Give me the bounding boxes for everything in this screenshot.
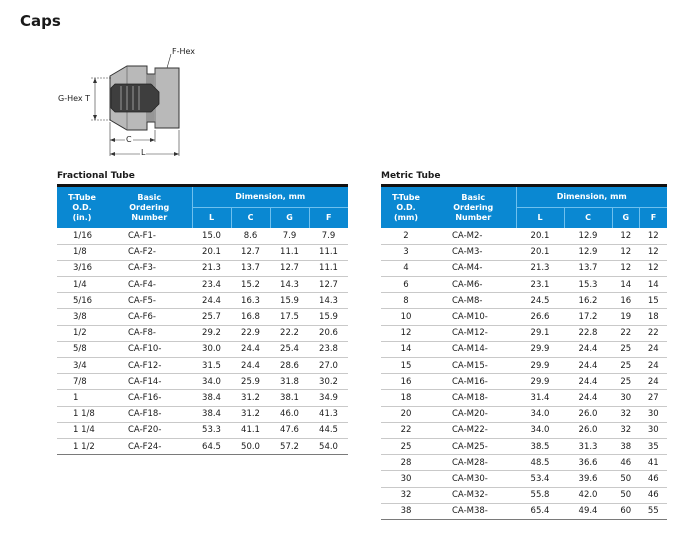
od-cell: 1 1/4 — [57, 422, 107, 438]
od-cell: 15 — [381, 358, 431, 374]
c-cell: 26.0 — [564, 406, 612, 422]
c-cell: 49.4 — [564, 503, 612, 519]
ordering-number-cell: CA-M28- — [431, 455, 516, 471]
table-row — [381, 406, 667, 422]
ordering-number-cell: CA-M2- — [431, 228, 516, 244]
c-cell: 41.1 — [231, 422, 270, 438]
f-cell: 46 — [639, 487, 667, 503]
ordering-number-cell: CA-M18- — [431, 390, 516, 406]
f-cell: 12 — [639, 244, 667, 260]
l-cell: 20.1 — [516, 228, 564, 244]
od-cell: 12 — [381, 325, 431, 341]
c-cell: 25.9 — [231, 374, 270, 390]
table-row — [381, 260, 667, 276]
f-cell: 54.0 — [309, 438, 348, 454]
ordering-number-cell: CA-M38- — [431, 503, 516, 519]
f-cell: 35 — [639, 438, 667, 454]
l-cell: 34.0 — [192, 374, 231, 390]
c-cell: 22.8 — [564, 325, 612, 341]
g-cell: 57.2 — [270, 438, 309, 454]
od-cell: 1/16 — [57, 228, 107, 244]
cap-drawing — [55, 44, 195, 164]
od-header: T-Tube O.D. (mm) — [381, 187, 431, 228]
g-cell: 47.6 — [270, 422, 309, 438]
c-cell: 16.2 — [564, 293, 612, 309]
g-cell: 22.2 — [270, 325, 309, 341]
table-row — [381, 471, 667, 487]
g-cell: 30 — [612, 390, 639, 406]
od-cell: 5/8 — [57, 341, 107, 357]
table-row — [381, 503, 667, 519]
f-cell: 55 — [639, 503, 667, 519]
g-cell: 25 — [612, 358, 639, 374]
l-cell: 21.3 — [192, 260, 231, 276]
g-cell: 25 — [612, 374, 639, 390]
ordering-number-cell: CA-F16- — [107, 390, 192, 406]
f-cell: 15 — [639, 293, 667, 309]
g-cell: 38 — [612, 438, 639, 454]
g-cell: 7.9 — [270, 228, 309, 244]
od-header: T-Tube O.D. (in.) — [57, 187, 107, 228]
l-cell: 29.9 — [516, 374, 564, 390]
c-cell: 24.4 — [564, 374, 612, 390]
f-cell: 15.9 — [309, 309, 348, 325]
table-row — [381, 293, 667, 309]
table-row — [57, 309, 348, 325]
l-cell: 29.1 — [516, 325, 564, 341]
l-cell: 34.0 — [516, 422, 564, 438]
g-cell: 31.8 — [270, 374, 309, 390]
od-cell: 1/2 — [57, 325, 107, 341]
ordering-number-cell: CA-M20- — [431, 406, 516, 422]
f-cell: 34.9 — [309, 390, 348, 406]
col-f-header: F — [639, 207, 667, 228]
c-dimension-label: C — [126, 135, 132, 144]
f-cell: 23.8 — [309, 341, 348, 357]
f-cell: 30 — [639, 422, 667, 438]
col-g-header: G — [270, 207, 309, 228]
f-cell: 24 — [639, 358, 667, 374]
c-cell: 16.3 — [231, 293, 270, 309]
fractional-tube-caption: Fractional Tube — [57, 171, 135, 181]
ordering-number-cell: CA-M25- — [431, 438, 516, 454]
c-cell: 12.7 — [231, 244, 270, 260]
c-cell: 31.2 — [231, 390, 270, 406]
od-cell: 1 1/8 — [57, 406, 107, 422]
ordering-number-cell: CA-F12- — [107, 358, 192, 374]
col-l-header: L — [516, 207, 564, 228]
ordering-number-cell: CA-M16- — [431, 374, 516, 390]
f-cell: 30.2 — [309, 374, 348, 390]
g-cell: 15.9 — [270, 293, 309, 309]
l-cell: 53.3 — [192, 422, 231, 438]
l-cell: 48.5 — [516, 455, 564, 471]
od-cell: 3 — [381, 244, 431, 260]
g-cell: 17.5 — [270, 309, 309, 325]
table-row — [381, 374, 667, 390]
l-cell: 24.5 — [516, 293, 564, 309]
c-cell: 12.9 — [564, 228, 612, 244]
metric-tube-section — [381, 171, 667, 520]
od-cell: 28 — [381, 455, 431, 471]
table-row — [57, 244, 348, 260]
od-cell: 16 — [381, 374, 431, 390]
ordering-number-cell: CA-M12- — [431, 325, 516, 341]
c-cell: 24.4 — [231, 341, 270, 357]
ordering-number-header: Basic Ordering Number — [107, 187, 192, 228]
table-row — [381, 341, 667, 357]
c-cell: 31.2 — [231, 406, 270, 422]
ordering-number-cell: CA-M15- — [431, 358, 516, 374]
g-cell: 16 — [612, 293, 639, 309]
ordering-number-cell: CA-M22- — [431, 422, 516, 438]
l-cell: 55.8 — [516, 487, 564, 503]
ordering-number-cell: CA-F1- — [107, 228, 192, 244]
f-cell: 44.5 — [309, 422, 348, 438]
g-cell: 28.6 — [270, 358, 309, 374]
table-row — [57, 406, 348, 422]
f-cell: 7.9 — [309, 228, 348, 244]
g-cell: 32 — [612, 406, 639, 422]
od-cell: 32 — [381, 487, 431, 503]
table-row — [57, 341, 348, 357]
od-cell: 3/16 — [57, 260, 107, 276]
f-cell: 12.7 — [309, 277, 348, 293]
g-cell: 46 — [612, 455, 639, 471]
table-row — [381, 487, 667, 503]
c-cell: 39.6 — [564, 471, 612, 487]
table-row — [57, 293, 348, 309]
cap-diagram — [55, 44, 195, 164]
f-cell: 27 — [639, 390, 667, 406]
f-cell: 14 — [639, 277, 667, 293]
f-cell: 18 — [639, 309, 667, 325]
l-cell: 31.5 — [192, 358, 231, 374]
f-cell: 12 — [639, 228, 667, 244]
table-row — [381, 390, 667, 406]
c-cell: 26.0 — [564, 422, 612, 438]
col-c-header: C — [231, 207, 270, 228]
ordering-number-cell: CA-M6- — [431, 277, 516, 293]
c-cell: 15.3 — [564, 277, 612, 293]
table-row — [381, 244, 667, 260]
od-cell: 5/16 — [57, 293, 107, 309]
ordering-number-cell: CA-F18- — [107, 406, 192, 422]
g-cell: 14 — [612, 277, 639, 293]
f-cell: 24 — [639, 341, 667, 357]
l-cell: 64.5 — [192, 438, 231, 454]
metric-tube-caption: Metric Tube — [381, 171, 441, 181]
l-cell: 38.4 — [192, 390, 231, 406]
l-cell: 30.0 — [192, 341, 231, 357]
g-cell: 60 — [612, 503, 639, 519]
c-cell: 16.8 — [231, 309, 270, 325]
c-cell: 24.4 — [564, 358, 612, 374]
table-row — [57, 228, 348, 244]
c-cell: 13.7 — [231, 260, 270, 276]
fractional-tube-section — [57, 171, 348, 455]
g-cell: 19 — [612, 309, 639, 325]
l-cell: 65.4 — [516, 503, 564, 519]
g-cell: 14.3 — [270, 277, 309, 293]
g-cell: 32 — [612, 422, 639, 438]
l-cell: 20.1 — [516, 244, 564, 260]
f-cell: 20.6 — [309, 325, 348, 341]
ordering-number-cell: CA-F14- — [107, 374, 192, 390]
c-cell: 8.6 — [231, 228, 270, 244]
ordering-number-cell: CA-M8- — [431, 293, 516, 309]
g-cell: 38.1 — [270, 390, 309, 406]
l-cell: 29.9 — [516, 358, 564, 374]
l-cell: 15.0 — [192, 228, 231, 244]
ordering-number-cell: CA-F8- — [107, 325, 192, 341]
f-cell: 12 — [639, 260, 667, 276]
table-row — [57, 438, 348, 454]
dimension-header: Dimension, mm — [192, 187, 348, 207]
g-hex-t-label: G-Hex T — [58, 94, 91, 103]
col-c-header: C — [564, 207, 612, 228]
ordering-number-cell: CA-M30- — [431, 471, 516, 487]
col-g-header: G — [612, 207, 639, 228]
od-cell: 20 — [381, 406, 431, 422]
g-cell: 25.4 — [270, 341, 309, 357]
metric-tube-table — [381, 187, 667, 520]
od-cell: 1/8 — [57, 244, 107, 260]
table-row — [381, 277, 667, 293]
l-cell: 53.4 — [516, 471, 564, 487]
c-cell: 12.9 — [564, 244, 612, 260]
ordering-number-cell: CA-M10- — [431, 309, 516, 325]
c-cell: 17.2 — [564, 309, 612, 325]
table-row — [57, 260, 348, 276]
ordering-number-cell: CA-F24- — [107, 438, 192, 454]
l-cell: 23.4 — [192, 277, 231, 293]
l-cell: 29.9 — [516, 341, 564, 357]
table-row — [381, 358, 667, 374]
od-cell: 4 — [381, 260, 431, 276]
f-cell: 41.3 — [309, 406, 348, 422]
table-row — [381, 438, 667, 454]
od-cell: 25 — [381, 438, 431, 454]
l-cell: 23.1 — [516, 277, 564, 293]
l-cell: 24.4 — [192, 293, 231, 309]
table-row — [381, 309, 667, 325]
ordering-number-cell: CA-F6- — [107, 309, 192, 325]
f-cell: 11.1 — [309, 260, 348, 276]
g-cell: 12 — [612, 244, 639, 260]
ordering-number-cell: CA-F10- — [107, 341, 192, 357]
od-cell: 1/4 — [57, 277, 107, 293]
c-cell: 31.3 — [564, 438, 612, 454]
fractional-tube-table — [57, 187, 348, 455]
g-cell: 12 — [612, 228, 639, 244]
f-cell: 14.3 — [309, 293, 348, 309]
od-cell: 38 — [381, 503, 431, 519]
col-l-header: L — [192, 207, 231, 228]
table-row — [57, 358, 348, 374]
l-cell: 34.0 — [516, 406, 564, 422]
l-cell: 25.7 — [192, 309, 231, 325]
f-cell: 27.0 — [309, 358, 348, 374]
table-row — [57, 325, 348, 341]
od-cell: 8 — [381, 293, 431, 309]
l-cell: 29.2 — [192, 325, 231, 341]
ordering-number-cell: CA-F2- — [107, 244, 192, 260]
ordering-number-cell: CA-M3- — [431, 244, 516, 260]
f-cell: 30 — [639, 406, 667, 422]
table-row — [57, 390, 348, 406]
f-cell: 41 — [639, 455, 667, 471]
ordering-number-cell: CA-M32- — [431, 487, 516, 503]
od-cell: 18 — [381, 390, 431, 406]
c-cell: 24.4 — [231, 358, 270, 374]
table-row — [57, 422, 348, 438]
g-cell: 11.1 — [270, 244, 309, 260]
c-cell: 36.6 — [564, 455, 612, 471]
table-row — [381, 455, 667, 471]
table-row — [381, 228, 667, 244]
c-cell: 50.0 — [231, 438, 270, 454]
f-cell: 46 — [639, 471, 667, 487]
ordering-number-cell: CA-M4- — [431, 260, 516, 276]
g-cell: 50 — [612, 471, 639, 487]
f-cell: 11.1 — [309, 244, 348, 260]
od-cell: 14 — [381, 341, 431, 357]
f-cell: 22 — [639, 325, 667, 341]
l-cell: 38.4 — [192, 406, 231, 422]
l-dimension-label: L — [141, 148, 146, 157]
g-cell: 25 — [612, 341, 639, 357]
g-cell: 46.0 — [270, 406, 309, 422]
c-cell: 24.4 — [564, 390, 612, 406]
g-cell: 12.7 — [270, 260, 309, 276]
od-cell: 6 — [381, 277, 431, 293]
od-cell: 1 — [57, 390, 107, 406]
l-cell: 21.3 — [516, 260, 564, 276]
od-cell: 30 — [381, 471, 431, 487]
dimension-header: Dimension, mm — [516, 187, 667, 207]
l-cell: 20.1 — [192, 244, 231, 260]
l-cell: 38.5 — [516, 438, 564, 454]
ordering-number-cell: CA-F5- — [107, 293, 192, 309]
col-f-header: F — [309, 207, 348, 228]
c-cell: 24.4 — [564, 341, 612, 357]
ordering-number-header: Basic Ordering Number — [431, 187, 516, 228]
c-cell: 42.0 — [564, 487, 612, 503]
od-cell: 3/4 — [57, 358, 107, 374]
c-cell: 22.9 — [231, 325, 270, 341]
od-cell: 1 1/2 — [57, 438, 107, 454]
f-cell: 24 — [639, 374, 667, 390]
ordering-number-cell: CA-M14- — [431, 341, 516, 357]
g-cell: 22 — [612, 325, 639, 341]
l-cell: 31.4 — [516, 390, 564, 406]
g-cell: 12 — [612, 260, 639, 276]
page-title: Caps — [20, 12, 61, 30]
ordering-number-cell: CA-F3- — [107, 260, 192, 276]
od-cell: 2 — [381, 228, 431, 244]
l-cell: 26.6 — [516, 309, 564, 325]
od-cell: 3/8 — [57, 309, 107, 325]
c-cell: 13.7 — [564, 260, 612, 276]
ordering-number-cell: CA-F4- — [107, 277, 192, 293]
table-row — [57, 277, 348, 293]
table-row — [381, 422, 667, 438]
table-row — [57, 374, 348, 390]
f-hex-label: F-Hex — [172, 47, 196, 56]
g-cell: 50 — [612, 487, 639, 503]
od-cell: 22 — [381, 422, 431, 438]
c-cell: 15.2 — [231, 277, 270, 293]
od-cell: 7/8 — [57, 374, 107, 390]
od-cell: 10 — [381, 309, 431, 325]
table-row — [381, 325, 667, 341]
ordering-number-cell: CA-F20- — [107, 422, 192, 438]
